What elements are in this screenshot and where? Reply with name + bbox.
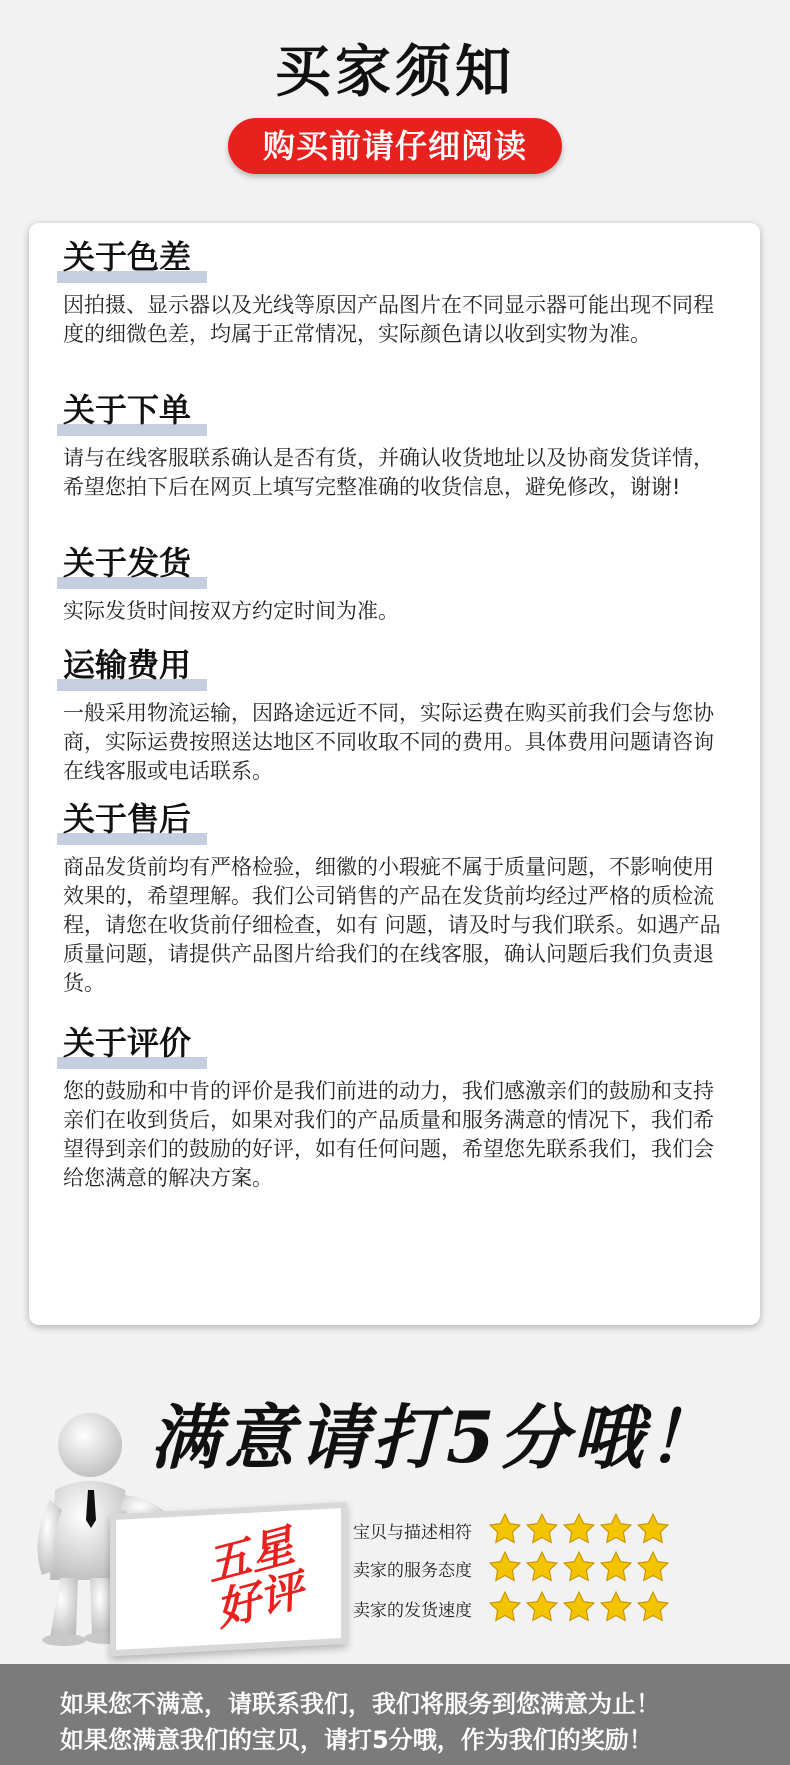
star-icon (562, 1590, 596, 1624)
star-icon (599, 1512, 633, 1546)
rating-slogan: 满意请打5分哦！ (150, 1396, 721, 1479)
section-title: 关于发货 (63, 544, 192, 582)
star-icon (562, 1512, 596, 1546)
section-body: 一般采用物流运输，因路途远近不同，实际运费在购买前我们会与您协商，实际运费按照送达地区不同收取不同的费用。具体费用问题请咨询在线客服或电话联系。 (63, 701, 714, 783)
subtitle-badge: 购买前请仔细阅读 (228, 118, 562, 174)
star-icon (488, 1550, 522, 1584)
star-icon (488, 1590, 522, 1624)
star-icon (525, 1512, 559, 1546)
star-icon (599, 1590, 633, 1624)
rating-label: 卖家的发货速度 (353, 1601, 472, 1621)
section-heading-shipping (57, 541, 191, 589)
section-heading-freight (57, 643, 191, 691)
star-icon (525, 1590, 559, 1624)
five-star-badge-text: 五星好评 (201, 1519, 309, 1637)
section-title: 关于评价 (63, 1024, 192, 1062)
section-title: 运输费用 (63, 646, 192, 684)
star-rating (488, 1590, 688, 1626)
section-heading-aftersale (57, 797, 191, 845)
star-icon (636, 1550, 670, 1584)
footer-banner (0, 1664, 790, 1765)
section-heading-color (57, 235, 191, 283)
section-title: 关于售后 (63, 800, 192, 838)
section-title: 关于色差 (63, 238, 192, 276)
star-icon (562, 1550, 596, 1584)
star-icon (636, 1512, 670, 1546)
section-heading-review (57, 1021, 191, 1069)
footer-line-2: 如果您满意我们的宝贝，请打5分哦，作为我们的奖励！ (60, 1726, 653, 1754)
section-heading-order (57, 388, 191, 436)
section-body: 请与在线客服联系确认是否有货，并确认收货地址以及协商发货详情，希望您拍下后在网页上填写完整准确的收货信息，避免修改，谢谢! (63, 446, 714, 499)
star-icon (525, 1550, 559, 1584)
section-body: 您的鼓励和中肯的评价是我们前进的动力，我们感激亲们的鼓励和支持亲们在收到货后，如果对我们的产品质量和服务满意的情况下，我们希望得到亲们的鼓励的好评，如有任何问题，希望您先联系我们，我们会给您满意的解决方案。 (63, 1079, 714, 1190)
section-body: 因拍摄、显示器以及光线等原因产品图片在不同显示器可能出现不同程度的细微色差，均属于正常情况，实际颜色请以收到实物为准。 (63, 293, 714, 346)
footer-line-1: 如果您不满意，请联系我们，我们将服务到您满意为止！ (60, 1690, 660, 1718)
star-rating (488, 1550, 688, 1586)
rating-board (110, 1502, 347, 1656)
section-body: 商品发货前均有严格检验，细徽的小瑕疵不属于质量问题，不影响使用效果的，希望理解。我们公司销售的产品在发货前均经过严格的质检流程，请您在收货前仔细检查，如有 问题，请及时与我们联系。如遇产品质量问题，请提供产品图片给我们的在线客服，确认问题后我们负责退货。 (63, 855, 721, 995)
star-icon (488, 1512, 522, 1546)
section-title: 关于下单 (63, 391, 192, 429)
star-icon (599, 1550, 633, 1584)
notice-card (29, 223, 760, 1325)
page-title: 买家须知 (275, 40, 515, 105)
rating-label: 宝贝与描述相符 (353, 1523, 472, 1543)
star-rating (488, 1512, 688, 1548)
section-body: 实际发货时间按双方约定时间为准。 (63, 599, 399, 623)
rating-label: 卖家的服务态度 (353, 1561, 472, 1581)
star-icon (636, 1590, 670, 1624)
